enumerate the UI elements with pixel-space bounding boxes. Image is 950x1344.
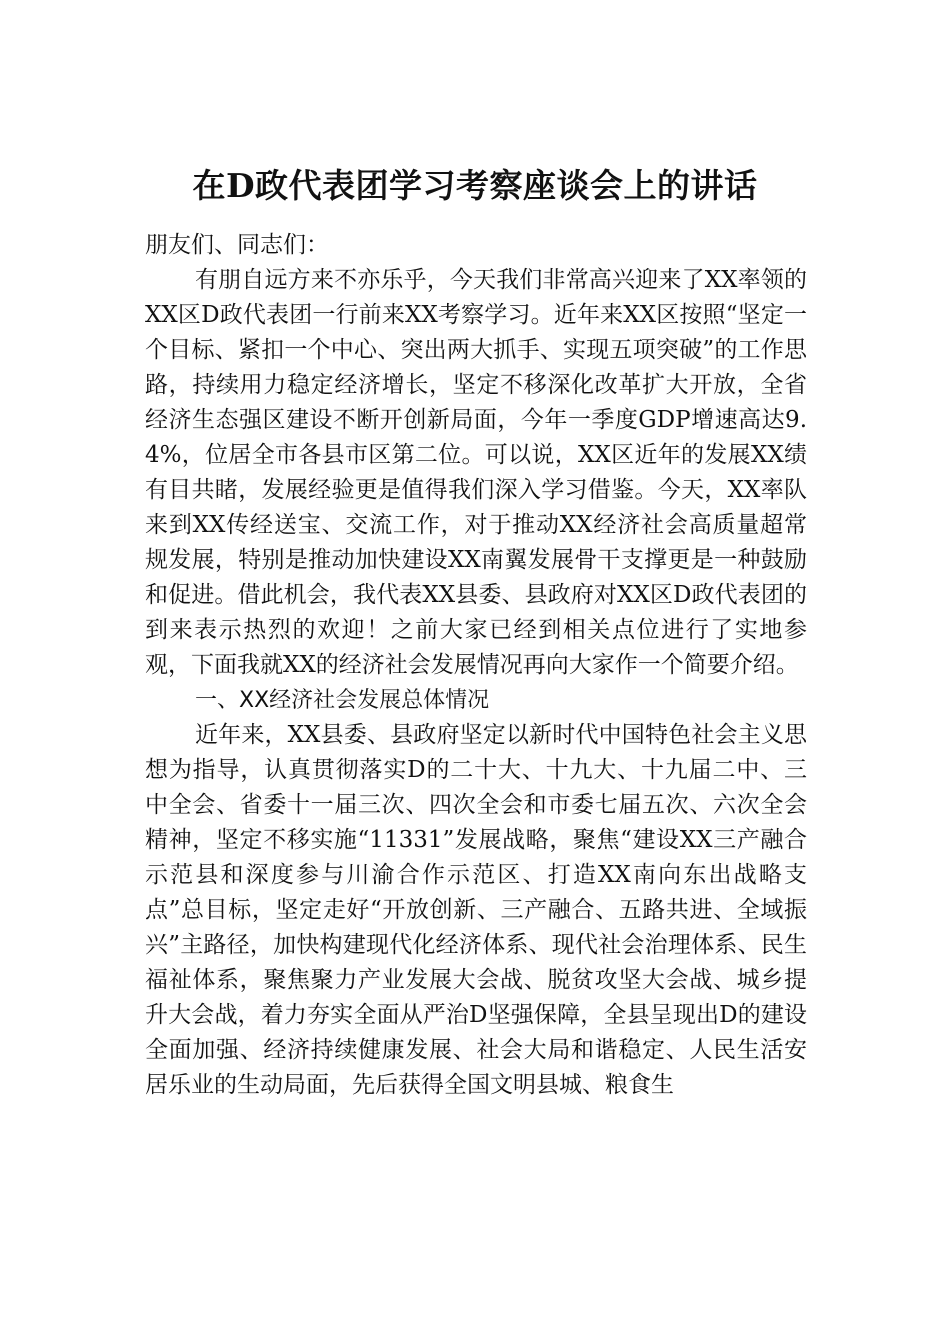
section-heading: 一、XX经济社会发展总体情况 [195,688,490,713]
document-title: 在D政代表团学习考察座谈会上的讲话 [192,166,758,205]
paragraph-overview: 近年来，XX县委、县政府坚定以新时代中国特色社会主义思想为指导，认真贯彻落实D的二十大、十九大、十九届二中、三中全会、省委十一届三次、四次全会和市委七届五次、六次全会精神，坚定不移实施“11331”发展战略，聚焦“建设XX三产融合示范县和深度参与川渝合作示范区、打造XX南向东出战略支点”总目标，坚定走好“开放创新、三产融合、五路共进、全域振兴”主路径，加快构建现代化经济体系、现代社会治理体系、民生福祉体系，聚焦聚力产业发展大会战、脱贫攻坚大会战、城乡提升大会战，着力夯实全面从严治D坚强保障，全县呈现出D的建设全面加强、经济持续健康发展、社会大局和谐稳定、人民生活安居乐业的生动局面，先后获得全国文明县城、粮食生 [145,722,807,1098]
document-body [145,228,807,1103]
salutation: 朋友们、同志们： [145,232,329,258]
paragraph-intro: 有朋自远方来不亦乐乎，今天我们非常高兴迎来了XX率领的XX区D政代表团一行前来XX考察学习。近年来XX区按照“坚定一个目标、紧扣一个中心、突出两大抓手、实现五项突破”的工作思路，持续用力稳定经济增长，坚定不移深化改革扩大开放，全省经济生态强区建设不断开创新局面，今年一季度GDP增速高达9.4%，位居全市各县市区第二位。可以说，XX区近年的发展XX绩有目共睹，发展经验更是值得我们深入学习借鉴。今天，XX率队来到XX传经送宝、交流工作，对于推动XX经济社会高质量超常规发展，特别是推动加快建设XX南翼发展骨干支撑更是一种鼓励和促进。借此机会，我代表XX县委、县政府对XX区D政代表团的到来表示热烈的欢迎！之前大家已经到相关点位进行了实地参观，下面我就XX的经济社会发展情况再向大家作一个简要介绍。 [145,267,807,678]
